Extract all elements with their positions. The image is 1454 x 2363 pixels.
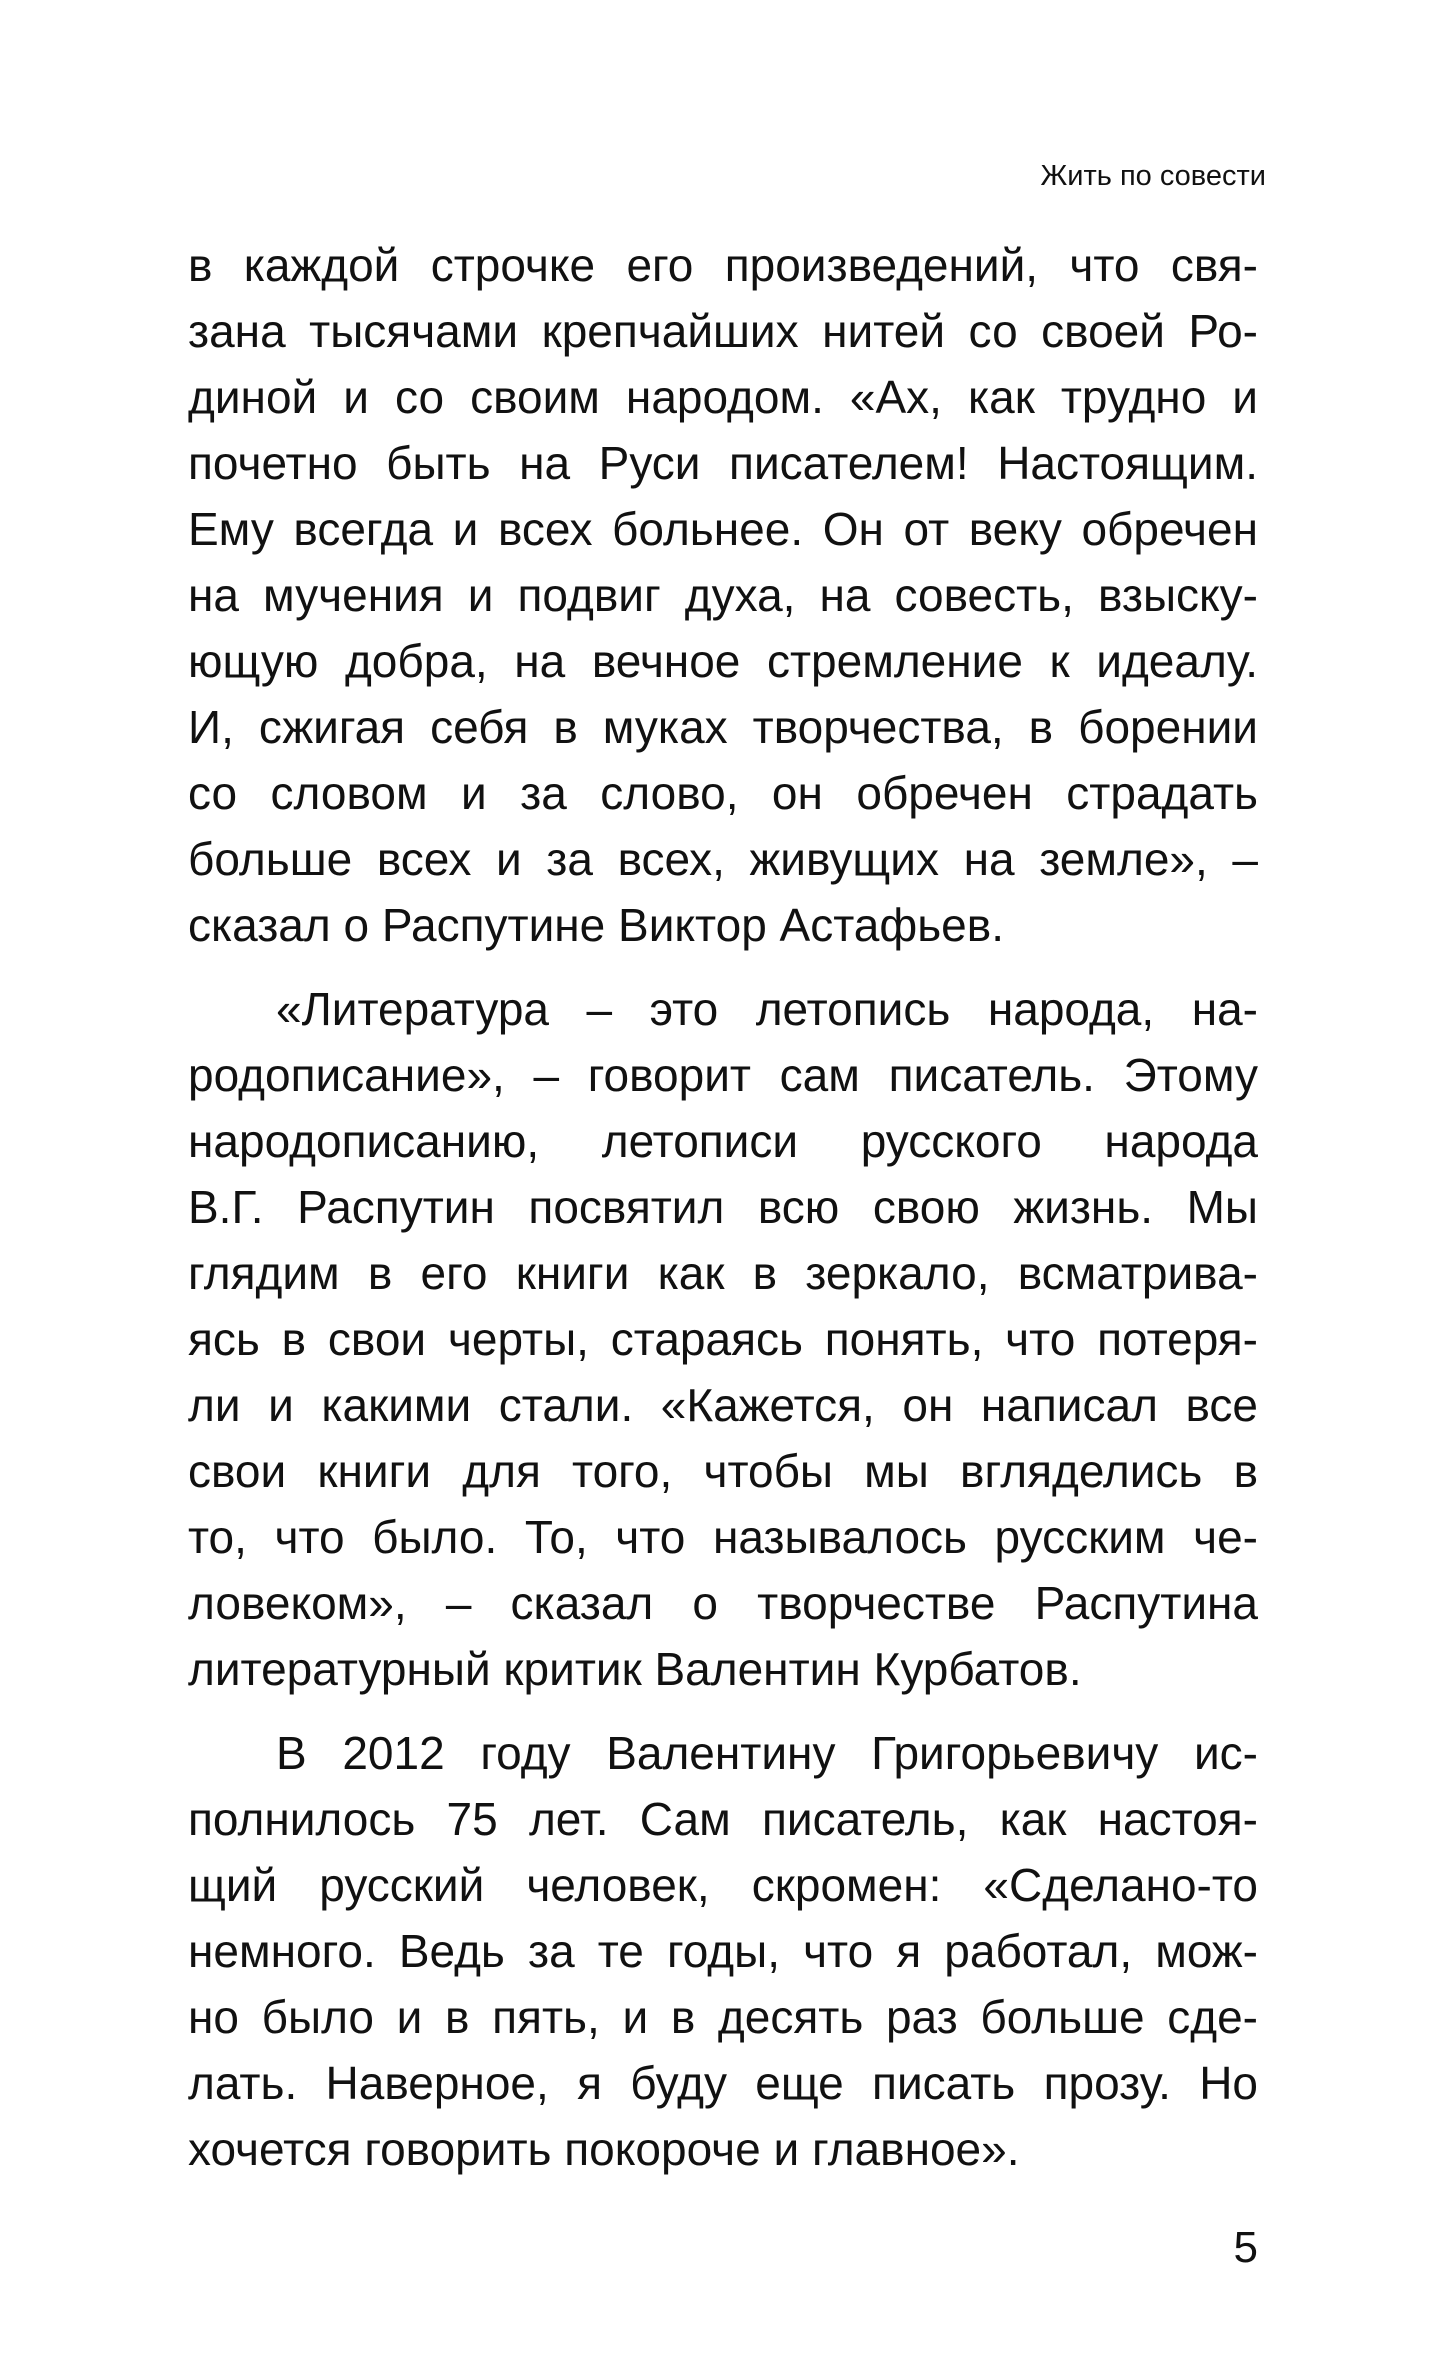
- text-line: больше всех и за всех, живущих на земле», –: [188, 833, 1258, 885]
- paragraph-gap: [188, 958, 1258, 976]
- text-line: но было и в пять, и в десять раз больше сде-: [188, 1991, 1258, 2043]
- text-line: глядим в его книги как в зеркало, всматрива-: [188, 1247, 1258, 1299]
- text-line: щий русский человек, скромен: «Сделано-то: [188, 1859, 1258, 1911]
- text-line: немного. Ведь за те годы, что я работал, мож-: [188, 1925, 1258, 1977]
- paragraph: [188, 976, 1258, 1702]
- text-line: со словом и за слово, он обречен страдать: [188, 767, 1258, 819]
- text-line: В.Г. Распутин посвятил всю свою жизнь. Мы: [188, 1181, 1258, 1233]
- text-line: народописанию, летописи русского народа: [188, 1115, 1258, 1167]
- text-line: на мучения и подвиг духа, на совесть, взыску-: [188, 569, 1258, 621]
- text-line: диной и со своим народом. «Ах, как трудно и: [188, 371, 1258, 423]
- text-line: сказал о Распутине Виктор Астафьев.: [188, 899, 1004, 951]
- text-line: «Литература – это летопись народа, на-: [276, 983, 1258, 1035]
- page-number: 5: [1233, 2223, 1258, 2272]
- text-line: хочется говорить покороче и главное».: [188, 2123, 1020, 2175]
- text-line: Ему всегда и всех больнее. Он от веку обречен: [188, 503, 1258, 555]
- text-line: то, что было. То, что называлось русским че-: [188, 1511, 1258, 1563]
- text-line: полнилось 75 лет. Сам писатель, как настоя-: [188, 1793, 1258, 1845]
- text-line: лать. Наверное, я буду еще писать прозу. Но: [188, 2057, 1258, 2109]
- paragraph-gap: [188, 1702, 1258, 1720]
- text-line: почетно быть на Руси писателем! Настоящим.: [188, 437, 1258, 489]
- paragraph: [188, 232, 1258, 958]
- text-line: родописание», – говорит сам писатель. Этому: [188, 1049, 1258, 1101]
- paragraph: [188, 1720, 1258, 2182]
- text-line: ловеком», – сказал о творчестве Распутина: [188, 1577, 1258, 1629]
- text-line: В 2012 году Валентину Григорьевичу ис-: [276, 1727, 1258, 1779]
- text-line: ли и какими стали. «Кажется, он написал все: [188, 1379, 1258, 1431]
- text-line: литературный критик Валентин Курбатов.: [188, 1643, 1082, 1695]
- text-line: И, сжигая себя в муках творчества, в борении: [188, 701, 1258, 753]
- text-line: в каждой строчке его произведений, что свя-: [188, 239, 1258, 291]
- running-header: Жить по совести: [1040, 160, 1266, 192]
- body-text: [188, 232, 1258, 2182]
- text-line: свои книги для того, чтобы мы вгляделись в: [188, 1445, 1258, 1497]
- text-line: ясь в свои черты, стараясь понять, что потеря-: [188, 1313, 1258, 1365]
- text-line: зана тысячами крепчайших нитей со своей Ро-: [188, 305, 1258, 357]
- text-line: ющую добра, на вечное стремление к идеалу.: [188, 635, 1258, 687]
